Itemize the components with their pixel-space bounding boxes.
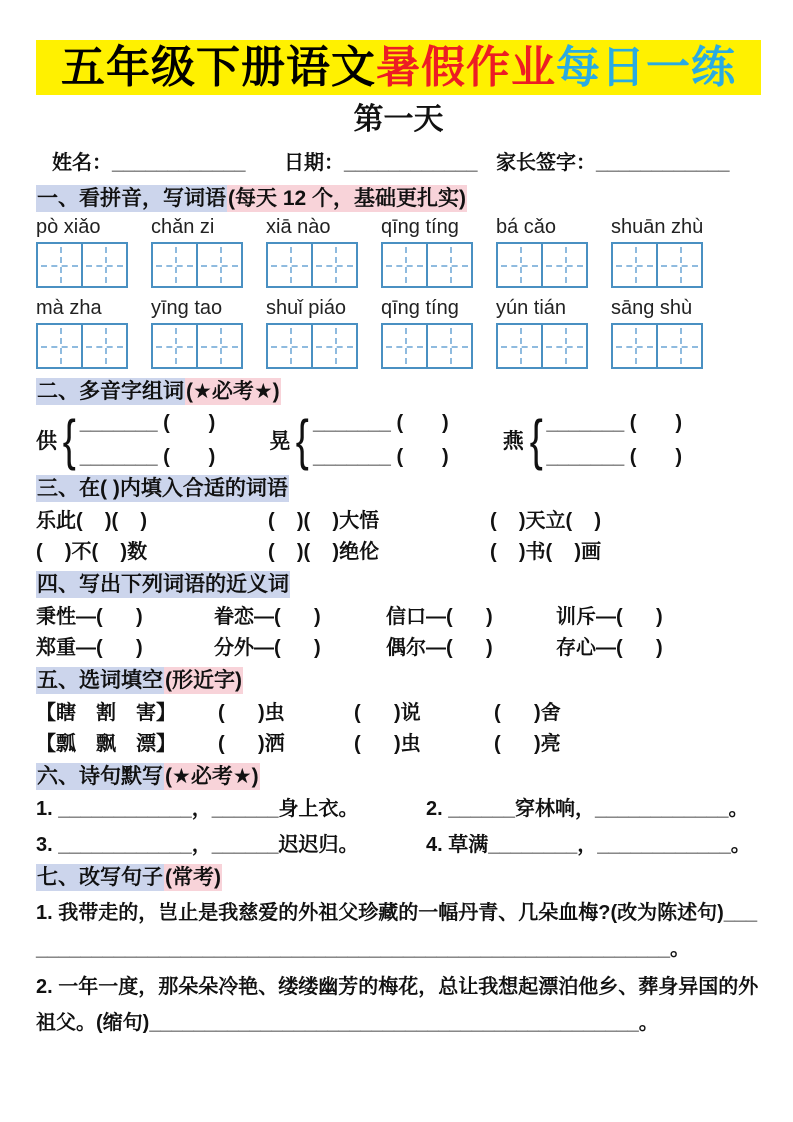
writing-grid[interactable]: [496, 242, 588, 288]
synonym-cell[interactable]: 郑重—( ): [36, 636, 143, 659]
signature-label: 家长签字：: [496, 152, 596, 174]
section-3-heading: [36, 475, 761, 503]
title-daily-part: 每日一练: [556, 43, 736, 92]
date-field: [284, 146, 496, 175]
writing-cell[interactable]: [541, 244, 586, 286]
pinyin-label: yún tián: [496, 296, 567, 319]
idiom-cell[interactable]: ( )天立( ): [490, 510, 602, 533]
section-7-title: 七、改写句子: [37, 866, 163, 890]
polyphone-char: 燕: [502, 430, 524, 454]
pinyin-label: shuān zhù: [611, 215, 704, 238]
writing-cell[interactable]: [268, 244, 311, 286]
pinyin-label: qīng tíng: [381, 215, 459, 238]
synonym-cell[interactable]: 分外—( ): [214, 636, 321, 659]
writing-cell[interactable]: [656, 244, 701, 286]
polyphone-group: [502, 408, 683, 472]
writing-cell[interactable]: [268, 325, 311, 367]
word-choice-row: [36, 731, 761, 757]
pinyin-label: sāng shù: [611, 296, 693, 319]
word-choice-row: [36, 700, 761, 726]
writing-cell[interactable]: [81, 325, 126, 367]
writing-cell[interactable]: [613, 244, 656, 286]
date-blank[interactable]: ____________: [344, 152, 478, 174]
fill-cell[interactable]: ( )舍: [494, 701, 561, 724]
brace-glyph: {: [296, 408, 310, 472]
writing-grid[interactable]: [151, 242, 243, 288]
pinyin-label: pò xiǎo: [36, 215, 101, 238]
pinyin-label: xiā nào: [266, 215, 331, 238]
section-2-title: 二、多音字组词: [37, 379, 184, 403]
polyphone-answer-row[interactable]: _______ ( ): [313, 412, 449, 435]
writing-grid[interactable]: [36, 323, 128, 369]
pinyin-row-1: [36, 216, 761, 288]
writing-grid[interactable]: [611, 242, 703, 288]
rewrite-item[interactable]: 2. 一年一度，那朵朵冷艳、缕缕幽芳的梅花，总让我想起漂泊他乡、葬身异国的外祖父。(缩句)____________________________________________。: [36, 976, 759, 1035]
poem-item[interactable]: 4. 草满________，____________。: [426, 834, 751, 857]
name-blank[interactable]: ____________: [112, 152, 246, 174]
pinyin-word: [36, 297, 128, 369]
writing-cell[interactable]: [81, 244, 126, 286]
pinyin-label: chǎn zi: [151, 215, 215, 238]
writing-cell[interactable]: [153, 244, 196, 286]
writing-grid[interactable]: [266, 323, 358, 369]
polyphone-section-body: [36, 408, 761, 472]
writing-grid[interactable]: [266, 242, 358, 288]
writing-cell[interactable]: [38, 325, 81, 367]
writing-grid[interactable]: [381, 323, 473, 369]
name-field: [52, 146, 284, 175]
section-2-note: (★必考★): [186, 379, 280, 403]
section-6-title: 六、诗句默写: [37, 764, 163, 788]
section-2-heading: [36, 378, 761, 406]
title-grade-part: 五年级下册语文: [61, 43, 376, 92]
section-5-title: 五、选词填空: [37, 668, 163, 692]
pinyin-row-2: [36, 297, 761, 369]
day-title: 第一天: [353, 103, 444, 136]
idiom-cell[interactable]: ( )( )大悟: [268, 510, 380, 533]
signature-field: [496, 146, 729, 175]
idiom-cell[interactable]: ( )不( )数: [36, 541, 148, 564]
poem-section-body: [36, 796, 761, 858]
section-1-heading: [36, 185, 761, 213]
idiom-row: [36, 539, 761, 565]
polyphone-answer-row[interactable]: _______ ( ): [546, 446, 683, 469]
section-5-heading: [36, 667, 761, 695]
polyphone-answer-row[interactable]: _______ ( ): [79, 412, 216, 435]
pinyin-label: bá cǎo: [496, 215, 557, 238]
writing-cell[interactable]: [541, 325, 586, 367]
pinyin-label: yīng tao: [151, 296, 223, 319]
pinyin-word: [496, 297, 588, 369]
section-7-heading: [36, 864, 761, 892]
writing-grid[interactable]: [381, 242, 473, 288]
date-label: 日期：: [284, 152, 344, 174]
page-title: [36, 40, 761, 95]
pinyin-word: [611, 216, 703, 288]
writing-grid[interactable]: [36, 242, 128, 288]
writing-grid[interactable]: [151, 323, 243, 369]
section-6-note: (★必考★): [165, 764, 259, 788]
writing-cell[interactable]: [311, 325, 356, 367]
idiom-cell[interactable]: ( )( )绝伦: [268, 541, 380, 564]
brace-glyph: {: [529, 408, 543, 472]
section-1-title: 一、看拼音，写词语: [37, 187, 226, 210]
synonym-cell[interactable]: 秉性—( ): [36, 605, 143, 628]
polyphone-answer-row[interactable]: _______ ( ): [313, 446, 449, 469]
pinyin-label: qīng tíng: [381, 296, 459, 319]
writing-cell[interactable]: [656, 325, 701, 367]
writing-cell[interactable]: [311, 244, 356, 286]
polyphone-answer-row[interactable]: _______ ( ): [546, 412, 683, 435]
writing-cell[interactable]: [383, 325, 426, 367]
section-4-title: 四、写出下列词语的近义词: [37, 573, 289, 597]
polyphone-group: [36, 408, 216, 472]
info-row: [36, 146, 761, 175]
synonym-cell[interactable]: 存心—( ): [556, 636, 663, 659]
polyphone-char: 供: [36, 430, 57, 454]
section-7-note: (常考): [165, 866, 221, 890]
idiom-cell[interactable]: ( )书( )画: [490, 541, 602, 564]
writing-cell[interactable]: [38, 244, 81, 286]
synonym-cell[interactable]: 眷恋—( ): [214, 605, 321, 628]
pinyin-word: [151, 216, 243, 288]
poem-item[interactable]: 2. ______穿林响，____________。: [426, 798, 749, 821]
idiom-row: [36, 508, 761, 534]
poem-item[interactable]: 1. ____________，______身上衣。: [36, 798, 359, 821]
writing-cell[interactable]: [426, 325, 471, 367]
polyphone-char: 晃: [269, 430, 291, 454]
rewrite-item[interactable]: 1. 我带走的，岂止是我慈爱的外祖父珍藏的一幅丹青、几朵血梅?(改为陈述句)____________________________________________________________。: [36, 902, 758, 961]
pinyin-label: mà zha: [36, 296, 102, 319]
signature-blank[interactable]: ____________: [596, 152, 730, 174]
pinyin-word: [381, 216, 473, 288]
pinyin-word: [496, 216, 588, 288]
section-6-heading: [36, 763, 761, 791]
writing-cell[interactable]: [153, 325, 196, 367]
writing-cell[interactable]: [613, 325, 656, 367]
fill-cell[interactable]: ( )说: [354, 701, 421, 724]
writing-cell[interactable]: [383, 244, 426, 286]
title-summer-part: 暑假作业: [376, 43, 556, 92]
fill-cell[interactable]: ( )虫: [218, 701, 285, 724]
pinyin-word: [381, 297, 473, 369]
synonym-cell[interactable]: 偶尔—( ): [386, 636, 493, 659]
writing-cell[interactable]: [196, 244, 241, 286]
pinyin-word: [151, 297, 243, 369]
fill-cell[interactable]: ( )亮: [494, 732, 561, 755]
section-1-note: (每天 12 个，基础更扎实): [228, 187, 467, 210]
writing-cell[interactable]: [498, 325, 541, 367]
writing-grid[interactable]: [496, 323, 588, 369]
option-bracket: 【瓢 飘 漂】: [36, 732, 176, 755]
name-label: 姓名：: [52, 152, 112, 174]
pinyin-word: [36, 216, 128, 288]
fill-cell[interactable]: ( )洒: [218, 732, 285, 755]
writing-cell[interactable]: [498, 244, 541, 286]
fill-cell[interactable]: ( )虫: [354, 732, 421, 755]
synonym-row: [36, 635, 761, 661]
synonym-row: [36, 604, 761, 630]
section-3-title: 三、在( )内填入合适的词语: [37, 477, 288, 501]
writing-cell[interactable]: [426, 244, 471, 286]
synonym-cell[interactable]: 信口—( ): [386, 605, 493, 628]
synonym-cell[interactable]: 训斥—( ): [556, 605, 663, 628]
pinyin-word: [266, 297, 358, 369]
option-bracket: 【瞎 割 害】: [36, 701, 176, 724]
section-4-heading: [36, 571, 761, 599]
poem-item[interactable]: 3. ____________，______迟迟归。: [36, 834, 359, 857]
brace-glyph: {: [62, 408, 76, 472]
writing-cell[interactable]: [196, 325, 241, 367]
pinyin-label: shuǐ piáo: [266, 296, 347, 319]
polyphone-group: [269, 408, 449, 472]
polyphone-answer-row[interactable]: _______ ( ): [79, 446, 216, 469]
section-5-note: (形近字): [165, 668, 242, 692]
idiom-cell[interactable]: 乐此( )( ): [36, 510, 148, 533]
pinyin-word: [266, 216, 358, 288]
pinyin-word: [611, 297, 703, 369]
writing-grid[interactable]: [611, 323, 703, 369]
